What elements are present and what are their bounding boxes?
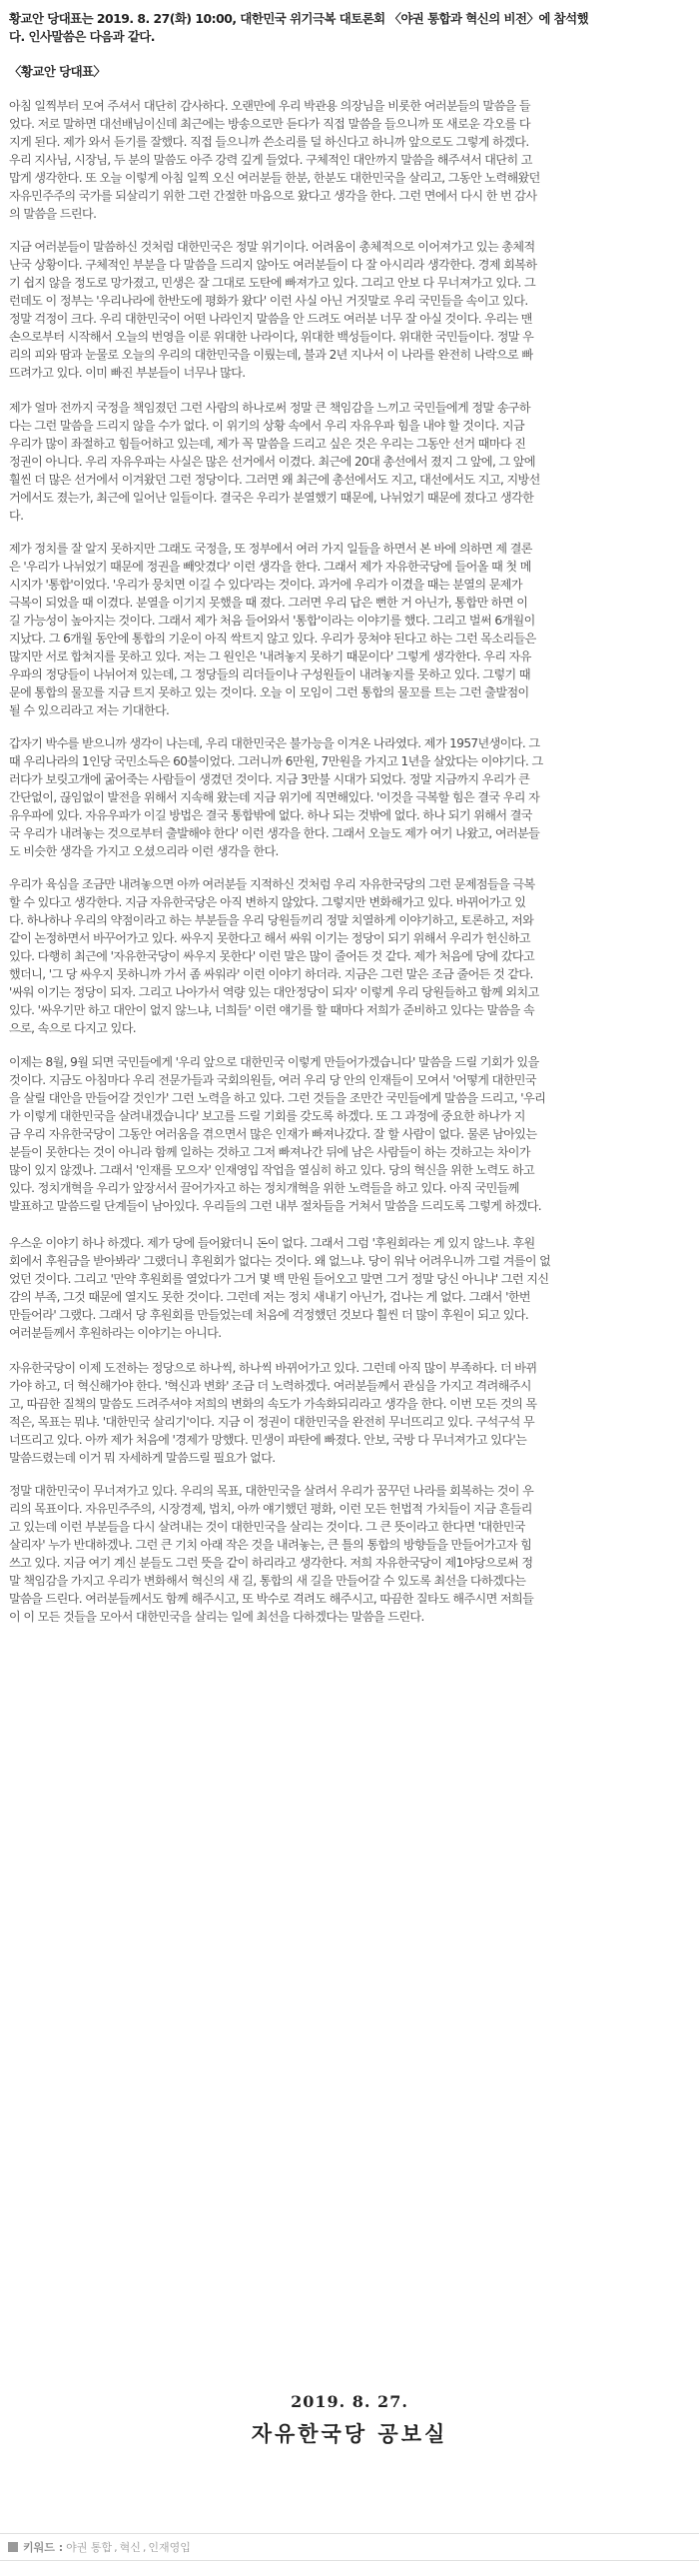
para-line: 으로, 속으로 다지고 있다. (9, 1021, 137, 1035)
para-line: 은 '우리가 나뉘었기 때문에 정권을 빼앗겼다' 이런 생각을 한다. 그래서 제가 자유한국당에 들어올 때 첫 메 (9, 560, 531, 574)
para-line: 했더니, '그 당 싸우지 못하니까 가서 좀 싸워라' 이런 이야기 하더라. 지금은 그런 말은 조금 줄어든 것 같다. (9, 967, 533, 981)
para-line: 다는 그런 말씀을 드리지 않을 수가 없다. 이 위기의 상황 속에서 우리 자유우파 힘을 내야 할 것이다. 지금 (9, 419, 525, 433)
para-line: 지게 된다. 제가 와서 듣기를 잘했다. 직접 들으니까 쓴소리를 덜 하신다고 하니까 앞으로도 그렇게 하겠다. (9, 135, 529, 149)
keyword-tag[interactable]: 혁신 (119, 2541, 141, 2554)
para-line: 러다가 보릿고개에 굶어죽는 사람들이 생겼던 것이다. 지금 3만불 시대가 되었다. 정말 지금까지 우리가 큰 (9, 772, 530, 786)
para-line: 런데도 이 정부는 '우리나라에 한반도에 평화가 왔다' 이런 사실 아닌 거짓말로 우리 국민들을 속이고 있다. (9, 294, 528, 308)
speech-paragraph-8 (9, 1234, 692, 1342)
keywords-bar (0, 2533, 699, 2561)
release-date: 2019. 8. 27. (291, 2392, 408, 2411)
para-line: 정말 걱정이 크다. 우리 대한민국이 어떤 나라인지 말씀을 안 드려도 여러분 너무 잘 아실 것이다. 우리는 맨 (9, 312, 532, 326)
para-line: 기 쉽지 않을 정도로 망가졌고, 민생은 잘 그대로 도탄에 빠져가고 있다. 그리고 안보 다 무너져가고 있다. 그 (9, 276, 536, 290)
intro-line: 다. 인사말씀은 다음과 같다. (9, 29, 156, 44)
para-line: 간단없이, 끊임없이 발전을 위해서 지속해 왔는데 지금 위기에 직면해있다. '이것을 극복할 힘은 결국 우리 자 (9, 790, 540, 804)
speaker-heading: 〈황교안 당대표〉 (9, 64, 106, 79)
speech-paragraph-4 (9, 540, 692, 719)
para-line: 말씀드렸는데 이거 뭐 자세하게 말씀드릴 필요가 없다. (9, 1451, 276, 1465)
para-line: 금 우리 자유한국당이 그동안 여러움을 겪으면서 많은 인재가 빠져나갔다. 잘 할 사람이 없다. 물론 남아있는 (9, 1127, 537, 1141)
keyword-tag[interactable]: 야권 통합 (66, 2541, 113, 2554)
para-line: 자유한국당이 이제 도전하는 정당으로 하나씩, 하나씩 바뀌어가고 있다. 그런데 아직 많이 부족하다. 더 바뀌 (9, 1361, 537, 1375)
speech-paragraph-7 (9, 1053, 692, 1215)
para-line: 다. 하나하나 우리의 약점이라고 하는 부분들을 우리 당원들끼리 정말 치열하게 이야기하고, 토론하고, 저와 (9, 913, 534, 927)
para-line: 분들이 못한다는 것이 아니라 함께 일하는 것하고 그저 빠져나간 뒤에 남은 사람들이 하는 것하고는 차이가 (9, 1145, 530, 1159)
keyword-separator: , (114, 2540, 118, 2554)
para-line: 리의 목표이다. 자유민주주의, 시장경제, 법치, 아까 얘기했던 평화, 이런 모든 헌법적 가치들이 지금 흔들리 (9, 1502, 532, 1516)
para-line: 자유민주주의 국가를 되살리기 위한 그런 간절한 마음으로 왔다고 생각을 한다. 그런 면에서 다시 한 번 감사 (9, 189, 537, 203)
para-line: 고, 따끔한 질책의 말씀도 드려주셔야 저희의 변화의 속도가 가속화되리라고 생각을 한다. 이번 모든 것의 목 (9, 1397, 537, 1411)
para-line: 이 이 모든 것들을 모아서 대한민국을 살리는 일에 최선을 다하겠다는 말씀을 드린다. (9, 1610, 424, 1624)
para-line: 너뜨리고 있다. 아까 제가 처음에 '경제가 망했다. 민생이 파탄에 빠졌다. 안보, 국방 다 무너져가고 있다'는 (9, 1433, 527, 1447)
para-line: 갑자기 박수를 받으니까 생각이 나는데, 우리 대한민국은 불가능을 이겨온 나라였다. 제가 1957년생이다. 그 (9, 736, 540, 750)
para-line: 극복이 되었을 때 이겼다. 분열을 이기지 못했을 때 졌다. 그러면 우리 답은 뻔한 거 아닌가, 통합만 하면 이 (9, 596, 528, 610)
para-line: 만들어라' 그랬다. 그래서 당 후원회를 만들었는데 처음에 걱정했던 것보다 훨씬 더 많이 후원이 되고 있다. (9, 1308, 529, 1322)
para-line: 의 말씀을 드린다. (9, 207, 97, 221)
para-line: 손으로부터 시작해서 오늘의 번영을 이룬 위대한 나라이다, 위대한 백성들이다. 위대한 국민들이다. 정말 우 (9, 330, 534, 344)
keywords-label: 키워드 : (23, 2541, 64, 2554)
intro-text (9, 10, 690, 46)
para-line: 우리가 육심을 조금만 내려놓으면 아까 여러분들 지적하신 것처럼 우리 자유한국당의 그런 문제점들을 극복 (9, 877, 535, 891)
para-line: 다. (9, 509, 24, 523)
speech-paragraph-6 (9, 875, 692, 1037)
para-line: 리의 피와 땀과 눈물로 오늘의 우리의 대한민국을 이뤘는데, 불과 2년 지나서 이 나라를 완전히 나락으로 빠 (9, 348, 533, 362)
para-line: 제가 정치를 잘 알지 못하지만 그래도 국정을, 또 정부에서 여러 가지 일들을 하면서 본 바에 의하면 제 결론 (9, 542, 532, 556)
speech-paragraph-2 (9, 238, 692, 382)
para-line: 도 비슷한 생각을 가지고 오셨으리라 이런 생각을 한다. (9, 844, 279, 858)
para-line: 문에 통합의 물꼬를 지금 트지 못하고 있는 것이다. 오늘 이 모임이 그런 통합의 물꼬를 트는 그런 출발점이 (9, 685, 529, 699)
para-line: 될 수 있으리라고 저는 기대한다. (9, 703, 170, 717)
para-line: 여러분들께서 후원하라는 이야기는 아니다. (9, 1326, 222, 1340)
para-line: 고 있는데 이런 부분들을 다시 살려내는 것이 대한민국을 살리는 것이다. 그 큰 뜻이라고 한다면 '대한민국 (9, 1520, 525, 1534)
para-line: 훨씬 더 많은 선거에서 이겨왔던 그런 정당이다. 그러면 왜 최근에 총선에서도 지고, 대선에서도 지고, 지방선 (9, 473, 540, 487)
para-line: 우리 지사님, 시장님, 두 분의 말씀도 아주 강력 깊게 들었다. 구체적인 대안까지 말씀을 해주셔서 대단히 고 (9, 153, 532, 167)
para-line: 뜨려가고 있다. 이미 빠진 부분들이 너무나 많다. (9, 366, 246, 380)
speech-paragraph-3 (9, 399, 692, 525)
para-line: 아침 일찍부터 모여 주셔서 대단히 감사하다. 오랜만에 우리 박관용 의장님을 비롯한 여러분들의 말씀을 들 (9, 99, 530, 113)
issuing-office: 자유한국당 공보실 (251, 2421, 448, 2446)
para-line: 우리가 많이 좌절하고 힘들어하고 있는데, 제가 꼭 말씀을 드리고 싶은 것은 우리는 그동안 선거 때마다 진 (9, 437, 526, 451)
para-line: 제가 얼마 전까지 국정을 책임졌던 그런 사람의 하나로써 정말 큰 책임감을 느끼고 국민들에게 정말 송구하 (9, 401, 530, 415)
speech-paragraph-5 (9, 734, 692, 860)
keyword-tag[interactable]: 인재영입 (148, 2541, 191, 2554)
para-line: 있다. '싸우기만 하고 대안이 없지 않느냐, 너희들' 이런 얘기를 할 때마다 저희가 준비하고 있다는 말씀을 속 (9, 1003, 535, 1017)
para-line: 가 이렇게 대한민국을 살려내겠습니다' 보고를 드릴 기회를 갖도록 하겠다. 또 그 과정에 중요한 하나가 지 (9, 1109, 525, 1123)
para-line: 지금 여러분들이 말씀하신 것처럼 대한민국은 정말 위기이다. 어려움이 총체적으로 이어져가고 있는 총체적 (9, 240, 535, 254)
para-line: 있다. 다행히 최근에 '자유한국당이 싸우지 못한다' 이런 말은 많이 줄어든 것 같다. 제가 처음에 당에 갔다고 (9, 949, 535, 963)
speech-paragraph-1 (9, 97, 692, 223)
para-line: 거에서도 졌는가, 최근에 일어난 일들이다. 결국은 우리가 분열했기 때문에, 나뉘었기 때문에 졌다고 생각한 (9, 491, 534, 505)
para-line: 이제는 8월, 9월 되면 국민들에게 '우리 앞으로 대한민국 이렇게 만들어가겠습니다' 말씀을 드릴 기회가 있을 (9, 1055, 539, 1069)
para-line: 많이 있지 않겠나. 그래서 '인재를 모으자' 인재영입 작업을 열심히 하고 있다. 당의 혁신을 위한 노력도 하고 (9, 1163, 535, 1177)
para-line: 우파의 정당들이 나뉘어져 있는데, 그 정당들의 리더들이나 구성원들이 내려놓지를 못하고 있다. 그렇기 때 (9, 667, 530, 681)
para-line: 할 수 있다고 생각한다. 지금 자유한국당은 아직 변하지 않았다. 그렇지만 변화해가고 있다. 바뀌어가고 있 (9, 895, 526, 909)
para-line: 을 살릴 대안을 만들어갈 것인가' 그런 노력을 하고 있다. 그런 것들을 조만간 국민들에게 말씀을 드리고, '우리 (9, 1091, 546, 1105)
para-line: '싸워 이기는 정당이 되자. 그리고 나아가서 역량 있는 대안정당이 되자' 이렇게 우리 당원들하고 함께 외치고 (9, 985, 539, 999)
para-line: 발표하고 말씀드릴 단계들이 남아있다. 우리들의 그런 내부 절차들을 거쳐서 말씀을 드리도록 그렇게 하겠다. (9, 1199, 542, 1213)
speech-paragraph-10 (9, 1482, 692, 1626)
speech-paragraph-9 (9, 1359, 692, 1467)
keyword-square-icon (8, 2542, 18, 2552)
para-line: 지났다. 그 6개월 동안에 통합의 기운이 아직 싹트지 않고 있다. 우리가 뭉쳐야 된다고 하는 그런 목소리들은 (9, 632, 536, 645)
para-line: 난국 상황이다. 구체적인 부분을 다 말씀을 드리지 않아도 여러분들이 다 잘 아시리라 생각한다. 경제 회복하 (9, 258, 537, 272)
para-line: 정권이 아니다. 우리 자유우파는 사실은 많은 선거에서 이겼다. 최근에 20대 총선에서 졌지 그 앞에, 그 앞에 (9, 455, 535, 469)
keyword-separator: , (142, 2540, 147, 2554)
para-line: 우스운 이야기 하나 하겠다. 제가 당에 들어왔더니 돈이 없다. 그래서 그럼 '후원회라는 게 있지 않느냐. 후원 (9, 1236, 535, 1250)
para-line: 었던 것이다. 그리고 '만약 후원회를 열었다가 그거 몇 백 만원 들어오고 말면 그거 정말 당신 아니냐' 그런 지신 (9, 1272, 549, 1286)
para-line: 길 가능성이 높아지는 것이다. 그래서 제가 처음 들어와서 '통합'이라는 이야기를 했다. 그리고 벌써 6개월이 (9, 614, 535, 628)
para-line: 정말 대한민국이 무너져가고 있다. 우리의 목표, 대한민국을 살려서 우리가 꿈꾸던 나라를 회복하는 것이 우 (9, 1484, 534, 1498)
para-line: 있다. 정치개혁을 우리가 앞장서서 끌어가자고 하는 정치개혁을 위한 노력들을 하고 있다. 아직 국민들께 (9, 1181, 519, 1195)
para-line: 감의 부족, 그것 때문에 열지도 못한 것이다. 그런데 저는 정치 새내기 아닌가, 겁나는 게 없다. 그래서 '한번 (9, 1290, 530, 1304)
para-line: 적은, 목표는 뭐냐. '대한민국 살리기'이다. 지금 이 정권이 대한민국을 완전히 무너뜨리고 있다. 구석구석 무 (9, 1415, 535, 1429)
para-line: 말씀을 드린다. 여러분들께서도 함께 해주시고, 또 박수로 격려도 해주시고, 따끔한 질타도 해주시면 저희들 (9, 1592, 534, 1606)
para-line: 때 우리나라의 1인당 국민소득은 60불이었다. 그러니까 6만원, 7만원을 가지고 1년을 살았다는 이야기다. 그 (9, 754, 543, 768)
para-line: 많지만 서로 합쳐지를 못하고 있다. 저는 그 원인은 '내려놓지 못하기 때문이다' 그렇게 생각한다. 우리 자유 (9, 649, 531, 663)
para-line: 맙게 생각한다. 또 오늘 이렇게 아침 일찍 오신 여러분들 한분, 한분도 대한민국을 살리고, 그동안 노력해왔던 (9, 171, 540, 185)
para-line: 쓰고 있다. 지금 여기 계신 분들도 그런 뜻을 같이 하리라고 생각한다. 저희 자유한국당이 제1야당으로써 정 (9, 1556, 533, 1570)
para-line: 가야 하고, 더 혁신해가야 한다. '혁신과 변화' 조금 더 노력하겠다. 여러분들께서 관심을 가지고 격려해주시 (9, 1379, 531, 1393)
para-line: 같이 논정하면서 바꾸어가고 있다. 싸우지 못한다고 해서 싸워 이기는 정당이 되기 위해서 우리가 헌신하고 (9, 931, 530, 945)
para-line: 말 책임감을 가지고 우리가 변화해서 혁신의 새 길, 통합의 새 길을 만들어갈 수 있도록 최선을 다하겠다는 (9, 1574, 526, 1588)
para-line: 회에서 후원금을 받아봐라' 그랬더니 후원회가 없다는 것이다. 왜 없느냐. 당이 워낙 어려우니까 그럴 겨를이 없 (9, 1254, 551, 1268)
para-line: 었다. 저로 말하면 대선배님이신데 최근에는 방송으로만 듣다가 직접 말씀을 들으니까 또 새로운 각오를 다 (9, 117, 530, 131)
para-line: 국 우리가 내려놓는 것으로부터 출발해야 한다' 이런 생각을 한다. 그래서 오늘도 제가 여기 나왔고, 여러분들 (9, 826, 540, 840)
para-line: 것이다. 지금도 아침마다 우리 전문가들과 국회의원들, 여러 우리 당 안의 인재들이 모여서 '어떻게 대한민국 (9, 1073, 536, 1087)
intro-line: 황교안 당대표는 2019. 8. 27(화) 10:00, 대한민국 위기극복 대토론회 〈야권 통합과 혁신의 비전〉에 참석했 (9, 11, 589, 26)
para-line: 시지가 '통합'이었다. '우리가 뭉치면 이길 수 있다'라는 것이다. 과거에 우리가 이겼을 때는 분열의 문제가 (9, 578, 522, 592)
para-line: 살리자' 누가 반대하겠나. 그런 큰 기치 아래 작은 것을 내려놓는, 큰 틀의 통합의 방향들을 만들어가고자 힘 (9, 1538, 532, 1552)
para-line: 유우파에 있다. 자유우파가 이길 방법은 결국 통합밖에 없다. 하나 되는 것밖에 없다. 하나 되기 위해서 결국 (9, 808, 532, 822)
